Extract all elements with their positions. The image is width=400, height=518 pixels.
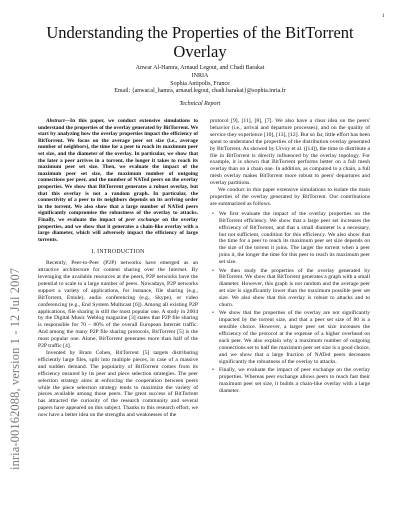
section-heading-introduction: I. INTRODUCTION <box>91 249 145 256</box>
abstract-emphasis: peer exchange <box>125 216 160 223</box>
intro-paragraph-2: Invented by Bram Cohen, BitTorrent [5] targets distributing efficiently large files, split into multiple pieces, in case of a massive and sudden demand. The popularity of BitTorrent comes from its efficiency ensured by its peer and piece selection strategies. The peer selection strategy aims at enforcing the cooperation between peers while the piece selection strategy tends to maximize the variety of pieces available among those peers. The great success of BitTorrent has attracted the curiosity of the research community and several papers have appeared on this subject. Thanks to this research effort, we now have a better idea on the strengths and weaknesses of the <box>38 349 198 419</box>
bullet-icon: • <box>212 310 214 317</box>
abstract-text-end: on the overlay properties, and we show that it generates a chain-like overlay with a large diameter, which will adversely impact the efficiency of large torrents. <box>38 216 198 243</box>
list-item-text: We then study the properties of the overlay generated by BitTorrent. We show that BitTorrent generates a graph with a small diameter. However, this graph is not random and the average peer set size is significantly lower than the maximum possible peer set size. We also show that this overlay is robust to attacks and to churn. <box>219 267 370 309</box>
report-type: Technical Report <box>179 101 221 107</box>
list-item <box>210 268 370 309</box>
right-column <box>210 118 370 396</box>
author-emails: Email: {anwar.al_hamra, arnaud.legout, chadi.barakat}@sophia.inria.fr <box>114 88 286 95</box>
abstract-label: Abstract <box>46 118 65 124</box>
list-item-text: We first evaluate the impact of the overlay properties on the BitTorrent efficiency. We show that a large peer set increases the efficiency of BitTorrent, and that a small diameter is a necessary, but not sufficient, condition for this efficiency. We also show that the time for a peer to reach its maximum peer set size depends on the size of the torrent it joins. The larger the torrent when a peer joins it, the longer the time for this peer to reach its maximum peer set size. <box>219 210 370 266</box>
paper-title: Understanding the Properties of the BitTorrent Overlay <box>46 23 354 61</box>
contribution-list <box>210 211 370 395</box>
bullet-icon: • <box>212 210 214 217</box>
intro-paragraph-1: Recently, Peer-to-Peer (P2P) networks have emerged as an attractive architecture for content sharing over the Internet. By leveraging the available resources at the peers, P2P networks have the potential to scale to a large number of peers. Nowadays, P2P networks support a variety of applications, for instance, file sharing (e.g., BitTorrent, Emule), audio conferencing (e.g., Skype), or video conferencing (e.g., End System Multicast [6]). Among all existing P2P applications, file sharing is still the most popular one. A study in 2004 by the Digital Music Weblog magazine [3] states that P2P file sharing is responsible for 70 – 80% of the overall European Internet traffic. And among the many P2P file sharing protocols, BitTorrent [5] is the most popular one. Alone, BitTorrent generates more than half of the P2P traffic [4]. <box>38 260 198 350</box>
bullet-icon: • <box>212 267 214 274</box>
list-item <box>210 367 370 395</box>
list-item <box>210 211 370 266</box>
institution-name: INRIA <box>191 73 209 79</box>
body-paragraph-contributions-intro: We conduct in this paper extensive simulations to isolate the main properties of the overlay generated by BitTorrent. Our contributions are summarized as follows. <box>210 187 370 207</box>
left-column <box>38 118 198 419</box>
page-number: 1 <box>382 14 385 19</box>
body-paragraph-continued: protocol [9], [11], [8], [7]. We also have a clear idea on the peers' behavior (i.e., arrival and departure processes), and on the quality of service they experience [10], [13], [12]. But so far, little effort has been spent to understand the properties of the distribution overlay generated by BitTorrent. As showed by Urvoy et al. ([14]), the time to distribute a file in BitTorrent is directly influenced by the overlay topology. For example, it is shown that BitTorrent performs better on a full mesh overlay than on a chain one. In addition, as compared to a chain, a full mesh overlay makes BitTorrent more robust to peers' departures and overlay partitions. <box>210 118 370 187</box>
arxiv-stamp: inria-00162088, version 1 - 12 Jul 2007 <box>8 267 22 470</box>
bullet-icon: • <box>212 367 214 374</box>
list-item-text: Finally, we evaluate the impact of peer exchange on the overlay properties. Whereas peer exchange allows peers to reach fast their maximum peer set size, it builds a chain-like overlay with a large diameter. <box>219 367 370 394</box>
institution-location: Sophia Antipolis, France <box>170 80 230 87</box>
affiliation-block <box>40 73 360 96</box>
list-item-text: We show that the properties of the overlay are not significantly impacted by the torrent size, and that a peer set size of 80 is a sensible choice. However, a larger peer set size increases the efficiency of the protocol at the expense of a higher overhead on each peer. We also explain why a maximum number of outgoing connections set to half the maximum peer set size is a good choice, and we show that a large fraction of NATed peers decreases significantly the robustness of the overlay to attacks. <box>219 310 370 365</box>
abstract <box>38 118 198 243</box>
author-list: Anwar Al-Hamra, Arnaud Legout, and Chadi Barakat <box>135 65 265 71</box>
list-item <box>210 310 370 365</box>
abstract-text: —In this paper, we conduct extensive simulations to understand the properties of the overlay generated by BitTorrent. We start by analyzing how the overlay properties impact the efficiency of BitTorrent. We focus on the average peer set size (i.e., average number of neighbors), the time for a peer to reach its maximum peer set size, and the diameter of the overlay. In particular, we show that the later a peer arrives in a torrent, the longer it takes to reach its maximum peer set size. Then, we evaluate the impact of the maximum peer set size, the maximum number of outgoing connections per peer, and the number of NATed peers on the overlay properties. We show that BitTorrent generates a robust overlay, but that this overlay is not a random graph. In particular, the connectivity of a peer to its neighbors depends on its arriving order in the torrent. We also show that a large number of NATed peers significantly compromise the robustness of the overlay to attacks. Finally, we evaluate the impact of <box>38 118 198 223</box>
